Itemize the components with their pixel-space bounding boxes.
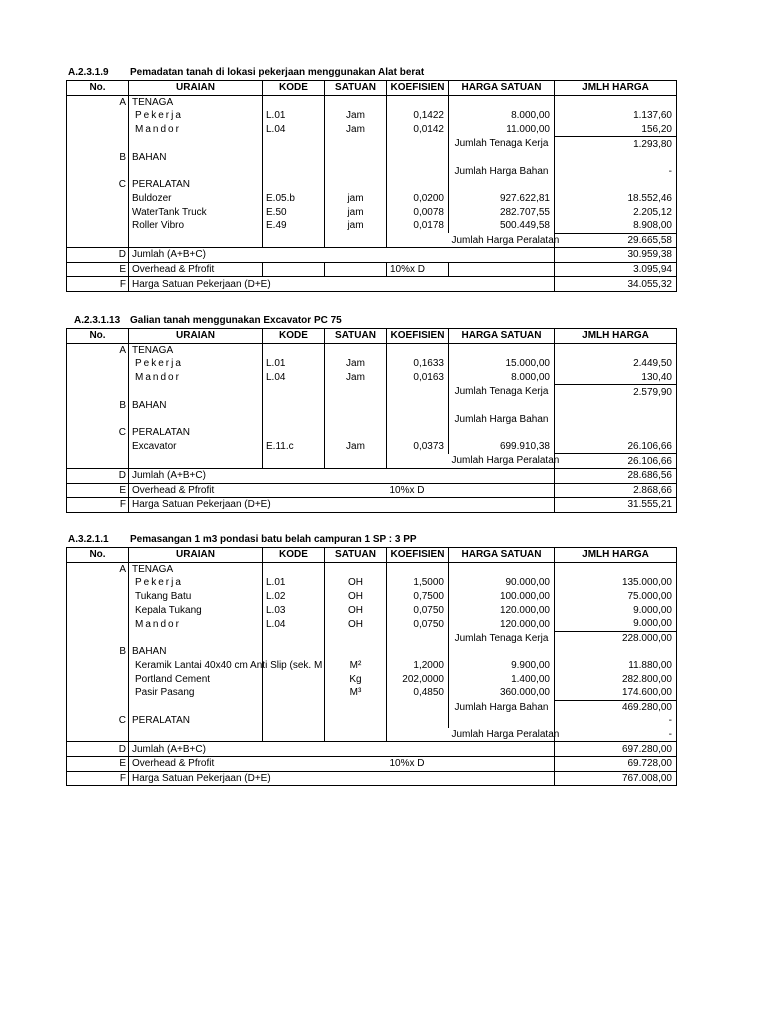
item-code: A.3.2.1.1 xyxy=(68,534,109,545)
section-1 xyxy=(66,66,676,292)
subtotal-row: Jumlah Harga Peralatan 26.106,66 xyxy=(67,454,677,469)
section-header xyxy=(66,533,676,547)
item-code: A.2.3.1.13 xyxy=(74,315,121,326)
group-row: B BAHAN xyxy=(67,645,677,659)
subtotal-row: Jumlah Harga Bahan xyxy=(67,413,677,427)
group-row: B BAHAN xyxy=(67,151,677,165)
subtotal-row: Jumlah Harga Peralatan - xyxy=(67,728,677,742)
subtotal-label: Jumlah Tenaga Kerja xyxy=(449,137,555,151)
section-header xyxy=(66,314,676,328)
cost-table xyxy=(66,547,677,786)
col-kode: KODE xyxy=(263,81,325,96)
group-row: C PERALATAN xyxy=(67,178,677,192)
table-row: Pekerja L.01 Jam 0,1633 15.000,00 2.449,50 xyxy=(67,357,677,371)
group-row: C PERALATAN - xyxy=(67,714,677,728)
section-2 xyxy=(66,314,676,513)
subtotal-value: 1.293,80 xyxy=(555,137,677,151)
subtotal-row: Jumlah Tenaga Kerja 228.000,00 xyxy=(67,631,677,645)
item-code: A.2.3.1.9 xyxy=(68,67,109,78)
group-row xyxy=(67,95,677,109)
subtotal-row: Jumlah Harga Bahan 469.280,00 xyxy=(67,700,677,714)
table-row: Roller Vibro E.49 jam 0,0178 500.449,58 8.908,00 xyxy=(67,219,677,233)
group-name: TENAGA xyxy=(129,95,263,109)
col-koefisien: KOEFISIEN xyxy=(387,81,449,96)
table-row: Mandor L.04 Jam 0,0142 11.000,00 156,20 xyxy=(67,123,677,137)
table-row: WaterTank Truck E.50 jam 0,0078 282.707,55 2.205,12 xyxy=(67,205,677,219)
col-no: No. xyxy=(67,81,129,96)
col-jumlah-harga: JMLH HARGA xyxy=(555,81,677,96)
overhead-row: E Overhead & Pfrofit 10%x D 3.095,94 xyxy=(67,262,677,277)
table-row: Tukang Batu L.02 OH 0,7500 100.000,00 75.000,00 xyxy=(67,590,677,604)
group-row: C PERALATAN xyxy=(67,426,677,440)
col-uraian: URAIAN xyxy=(129,81,263,96)
table-row: Pekerja L.01 Jam 0,1422 8.000,00 1.137,60 xyxy=(67,109,677,123)
table-header-row xyxy=(67,81,677,96)
overhead-row: E Overhead & Pfrofit 10%x D 2.868,66 xyxy=(67,483,677,498)
table-row: Pasir Pasang M³ 0,4850 360.000,00 174.600,00 xyxy=(67,686,677,700)
item-title: Galian tanah menggunakan Excavator PC 75 xyxy=(130,315,342,326)
subtotal-row: Jumlah Tenaga Kerja 2.579,90 xyxy=(67,385,677,399)
col-harga-satuan: HARGA SATUAN xyxy=(449,81,555,96)
grand-total-row: F Harga Satuan Pekerjaan (D+E) 34.055,32 xyxy=(67,277,677,292)
section-header xyxy=(66,66,676,80)
group-row: A TENAGA xyxy=(67,562,677,576)
overhead-row: E Overhead & Pfrofit 10%x D 69.728,00 xyxy=(67,756,677,771)
table-row: Portland Cement Kg 202,0000 1.400,00 282.800,00 xyxy=(67,672,677,686)
group-row: A TENAGA xyxy=(67,343,677,357)
subtotal-row: Jumlah Harga Peralatan 29.665,58 xyxy=(67,233,677,248)
section-3 xyxy=(66,533,676,786)
group-row: B BAHAN xyxy=(67,399,677,413)
grand-total-row: F Harga Satuan Pekerjaan (D+E) 767.008,00 xyxy=(67,771,677,786)
table-header-row: No. URAIAN KODE SATUAN KOEFISIEN HARGA SATUAN JMLH HARGA xyxy=(67,329,677,344)
total-row: D Jumlah (A+B+C) 30.959,38 xyxy=(67,248,677,263)
table-header-row: No. URAIAN KODE SATUAN KOEFISIEN HARGA SATUAN JMLH HARGA xyxy=(67,548,677,563)
table-row: Excavator E.11.c Jam 0,0373 699.910,38 26.106,66 xyxy=(67,440,677,454)
item-title: Pemasangan 1 m3 pondasi batu belah campuran 1 SP : 3 PP xyxy=(130,534,417,545)
table-row: Kepala Tukang L.03 OH 0,0750 120.000,00 9.000,00 xyxy=(67,603,677,617)
total-row: D Jumlah (A+B+C) 697.280,00 xyxy=(67,742,677,757)
subtotal-row xyxy=(67,137,677,151)
col-satuan: SATUAN xyxy=(325,81,387,96)
grand-total-row: F Harga Satuan Pekerjaan (D+E) 31.555,21 xyxy=(67,498,677,513)
table-row: Mandor L.04 Jam 0,0163 8.000,00 130,40 xyxy=(67,371,677,385)
subtotal-row: Jumlah Harga Bahan - xyxy=(67,165,677,179)
item-title: Pemadatan tanah di lokasi pekerjaan menggunakan Alat berat xyxy=(130,67,425,78)
table-row: Keramik Lantai 40x40 cm Anti Slip (sek. M M² 1,2000 9.900,00 11.880,00 xyxy=(67,659,677,673)
cost-table xyxy=(66,80,677,292)
total-row: D Jumlah (A+B+C) 28.686,56 xyxy=(67,468,677,483)
group-label: A xyxy=(67,95,129,109)
cost-table xyxy=(66,328,677,513)
table-row: Mandor L.04 OH 0,0750 120.000,00 9.000,00 xyxy=(67,617,677,631)
table-row: Pekerja L.01 OH 1,5000 90.000,00 135.000,00 xyxy=(67,576,677,590)
table-row: Buldozer E.05.b jam 0,0200 927.622,81 18.552,46 xyxy=(67,192,677,206)
